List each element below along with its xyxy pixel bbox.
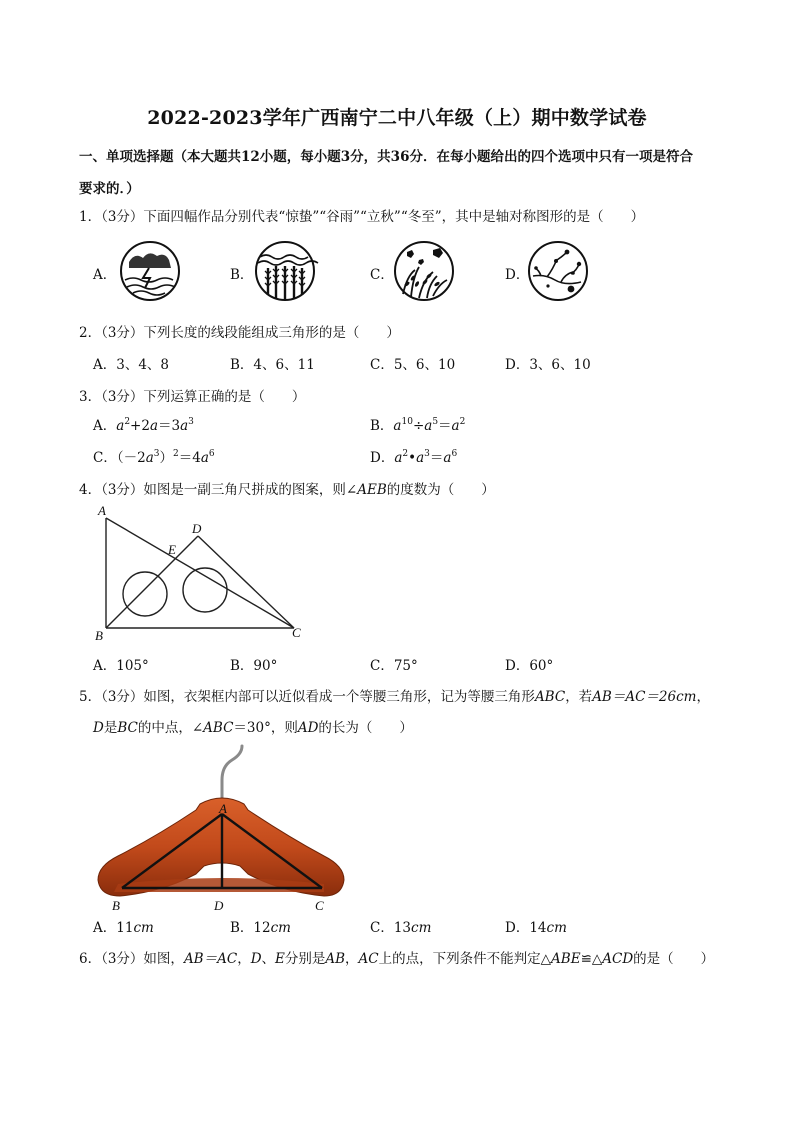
q5-option-c: C．13cm — [370, 920, 432, 936]
question-5-line-1: 5．（3分）如图，衣架框内部可以近似看成一个等腰三角形，记为等腰三角形ABC，若AB＝AC＝26cm， — [79, 689, 710, 705]
page-title: 2022-2023学年广西南宁二中八年级（上）期中数学试卷 — [147, 107, 647, 129]
q5-option-a: A．11cm — [93, 920, 154, 936]
q2-option-a: A．3、4、8 — [93, 357, 170, 373]
q3-option-d: D．$a^2•a^3=a^6$ — [370, 449, 458, 466]
question-1-stem: 1．（3分）下面四幅作品分别代表“惊蛰”“谷雨”“立秋”“冬至”，其中是轴对称图形的是（ ） — [79, 209, 645, 225]
left-hole — [123, 572, 167, 616]
jingzhe-artwork — [119, 240, 181, 302]
q1-option-a: A． — [93, 267, 117, 283]
q2-option-c: C．5、6、10 — [370, 357, 456, 373]
q1-option-c: C． — [370, 267, 394, 283]
hanger-figure — [92, 744, 352, 914]
question-5-line-2: D是BC的中点，∠ABC＝30°，则AD的长为（ ） — [93, 720, 413, 736]
q4-option-d: D．60° — [505, 658, 554, 674]
q2-option-b: B．4、6、11 — [230, 357, 315, 373]
point-b-label: B — [95, 628, 103, 643]
q4-option-a: A．105° — [93, 658, 149, 674]
point-b-label: B — [112, 898, 120, 913]
point-c-label: C — [315, 898, 324, 913]
point-e-label: E — [168, 542, 176, 557]
liqiu-artwork — [393, 240, 455, 302]
point-a-label: A — [219, 801, 227, 816]
section-heading-cont: 要求的．） — [79, 181, 140, 197]
q3-option-b: B．$a^{10}\div a^5=a^2$ — [370, 417, 466, 434]
q5-option-d: D．14cm — [505, 920, 567, 936]
question-4-stem: 4．（3分）如图是一副三角尺拼成的图案，则∠AEB的度数为（ ） — [79, 482, 495, 498]
dongzhi-artwork — [527, 240, 589, 302]
question-6-stem: 6．（3分）如图，AB＝AC，D、E分别是AB，AC上的点，下列条件不能判定△ABE≌△ACD的是（ ） — [79, 951, 715, 967]
q1-option-d: D． — [505, 267, 530, 283]
set-square-figure — [92, 502, 312, 648]
q3-option-a: A．$a^2+2a=3a^3$ — [93, 417, 194, 434]
point-d-label: D — [214, 898, 224, 913]
q1-option-b: B． — [230, 267, 254, 283]
point-c-label: C — [292, 625, 301, 640]
section-heading: 一、单项选择题（本大题共12小题，每小题3分，共36分．在每小题给出的四个选项中只有一项是符合 — [79, 149, 693, 165]
segment-dc — [198, 536, 294, 628]
guyu-artwork — [254, 240, 316, 302]
q2-option-d: D．3、6、10 — [505, 357, 591, 373]
point-d-label: D — [192, 521, 202, 536]
question-3-stem: 3．（3分）下列运算正确的是（ ） — [79, 389, 306, 405]
q3-option-c: C．$(-2a^3)^2=4a^6$ — [93, 449, 215, 466]
q5-option-b: B．12cm — [230, 920, 291, 936]
q4-option-c: C．75° — [370, 658, 418, 674]
hanger-hook — [222, 746, 242, 806]
point-a-label: A — [98, 503, 106, 518]
right-hole — [183, 568, 227, 612]
q4-option-b: B．90° — [230, 658, 278, 674]
question-2-stem: 2．（3分）下列长度的线段能组成三角形的是（ ） — [79, 325, 400, 341]
